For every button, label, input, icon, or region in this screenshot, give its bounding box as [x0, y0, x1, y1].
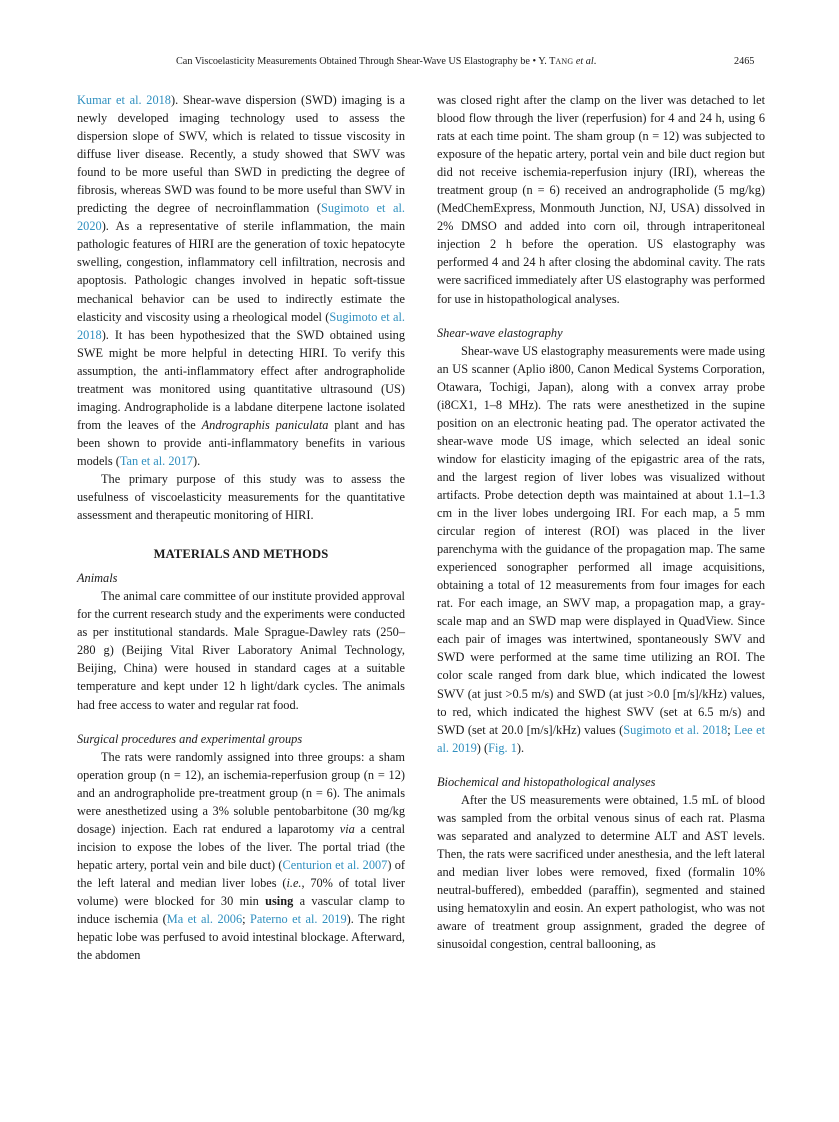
author: Y. TANG et al.: [538, 56, 597, 67]
citation-link[interactable]: Sugimoto et al. 2018: [77, 309, 405, 342]
citation-link[interactable]: Sugimoto et al. 2020: [77, 201, 405, 234]
intro-paragraph-2: The primary purpose of this study was to assess the usefulness of viscoelasticity measurements for the quantitative assessment and therapeutic monitoring of HIRI.: [77, 471, 405, 523]
figure-link[interactable]: Fig. 1: [488, 740, 517, 755]
citation-link[interactable]: Centurion et al. 2007: [282, 857, 388, 872]
subheading-shear-wave-elastography: Shear-wave elastography: [437, 325, 563, 340]
surgical-paragraph: The rats were randomly assigned into three groups: a sham operation group (n = 12), an ischemia-reperfusion group (n = 12) and an andrographolide pre-treatment group (n = 6). The animals were anesthetized using a 3% soluble pentobarbitone (30 mg/kg dosage) injection. Each rat endured a laparotomy via a central incision to expose the lobes of the liver. The portal triad (the hepatic artery, portal vein and bile duct) (Centurion et al. 2007) of the left lateral and median liver lobes (i.e., 70% of total liver volume) were blocked for 30 min using a vascular clamp to induce ischemia (Ma et al. 2006; Paterno et al. 2019). The right hepatic lobe was perfused to avoid intestinal blockage. Afterward, the abdomen: [77, 749, 406, 963]
citation-link[interactable]: Lee et al. 2019: [437, 722, 765, 755]
right-column: [437, 91, 765, 953]
biochem-paragraph: After the US measurements were obtained, 1.5 mL of blood was sampled from the orbital venous sinus of each rat. Plasma was separated and analyzed to determine ALT and AST levels. Then, the rats were sacrificed under anesthesia, and the left lateral and median liver lobes were removed, fixed (formalin 10% neutral-buffered), embedded (paraffin), segmented and stained using hematoxylin and eosin. An expert pathologist, who was not aware of treatment group assignment, graded the degree of sinusoidal congestion, central ballooning, as: [437, 792, 765, 952]
citation-link[interactable]: Paterno et al. 2019: [250, 912, 347, 927]
running-title: Can Viscoelasticity Measurements Obtained Through Shear-Wave US Elastography be • Y. TANG et al.: [176, 56, 597, 67]
subheading-biochemical-analyses: Biochemical and histopathological analyses: [437, 774, 656, 789]
citation-link[interactable]: Tan et al. 2017: [119, 453, 194, 468]
section-heading-materials-methods: MATERIALS AND METHODS: [153, 547, 329, 562]
running-header: [0, 56, 839, 72]
left-column: [77, 91, 405, 964]
subheading-surgical-procedures: Surgical procedures and experimental groups: [77, 731, 303, 746]
page-number: 2465: [734, 56, 755, 67]
subheading-animals: Animals: [77, 571, 118, 586]
citation-link[interactable]: Ma et al. 2006: [166, 912, 243, 927]
intro-paragraph-1: Kumar et al. 2018). Shear-wave dispersion (SWD) imaging is a newly developed imaging technology used to assess the dispersion slope of SWV, which is related to tissue viscosity in diffuse liver disease. Recently, a study showed that SWV was found to be more useful than SWD in predicting the degree of fibrosis, whereas SWD was found to be more useful than SWV in predicting the degree of necroinflammation (Sugimoto et al. 2020). As a representative of sterile inflammation, the main pathologic features of HIRI are the generation of toxic hepatocyte swelling, congestion, inflammatory cell infiltration, necrosis and apoptosis. Pathologic changes involved in hepatic soft-tissue mechanical behavior can be used to indirectly estimate the elasticity and viscosity using a rheological model (Sugimoto et al. 2018). It has been hypothesized that the SWD obtained using SWE might be more helpful in detecting HIRI. To verify this assumption, the anti-inflammatory effect after andrographolide treatment was monitored using quantitative ultrasound (US) imaging. Andrographolide is a labdane diterpene lactone isolated from the leaves of the Andrographis paniculata plant and has been shown to provide anti-inflammatory benefits in various models (Tan et al. 2017).: [77, 93, 405, 468]
bullet-separator: •: [532, 56, 537, 67]
animals-paragraph: The animal care committee of our institute provided approval for the current research study and the experiments were conducted as per institutional standards. Male Sprague-Dawley rats (250–280 g) (Beijing Vital River Laboratory Animal Technology, Beijing, China) were housed in standard cages at a suitable temperature and kept under 12 h light/dark cycles. The animals had free access to water and regular rat food.: [77, 589, 405, 712]
surgical-paragraph-continued: was closed right after the clamp on the liver was detached to let blood flow through the liver (reperfusion) for 4 and 24 h, using 6 rats at each time point. The sham group (n = 12) was subjected to exposure of the hepatic artery, portal vein and bile duct region but did not receive ischemia-reperfusion injury (IRI), whereas the treatment group (n = 6) received an andrographolide (5 mg/kg) (MedChemExpress, Monmouth Junction, NJ, USA) dissolved in 2% DMSO and added into corn oil, through intraperitoneal injection 2 h before the operation. US elastography was performed 4 and 24 h after closing the abdominal cavity. The rats were sacrificed immediately after US elastography was performed for use in histopathological analyses.: [437, 93, 765, 306]
citation-link[interactable]: Sugimoto et al. 2018: [623, 722, 728, 737]
swe-paragraph: Shear-wave US elastography measurements were made using an US scanner (Aplio i800, Canon Medical Systems Corporation, Otawara, Tochigi, Japan), along with a convex array probe (i8CX1, 1–8 MHz). The rats were anesthetized in the supine position on an electronic heating pad. The operator activated the shear-wave mode US image, which selected an ideal sonic window for elasticity imaging of the epigastric area of the rats, and the largest region of liver lobes was visualized without artifacts. Probe detection depth was maintained at about 1.1–1.3 cm in the liver lobes undergoing IRI. For each map, a 5 mm circular region of interest (ROI) was placed in the liver parenchyma with the guidance of the propagation map. The same experienced sonographer performed all image acquisitions, obtaining a total of 12 measurements from four images for each rat. For each image, an SWV map, a propagation map, a gray-scale map and an SWD map were displayed in QuadView. Since each pair of images was intertwined, spontaneously SWV and SWD were performed at the same time utilizing an ROI. The color scale ranged from dark blue, which indicated the lowest SWV (at just >0.5 m/s) and SWD (at just >0.0 [m/s]/kHz) values, to red, which indicated the highest SWV (set at 6.5 m/s) and SWD (set at 20.0 [m/s]/kHz) values (Sugimoto et al. 2018; Lee et al. 2019) (Fig. 1).: [437, 343, 765, 755]
citation-link[interactable]: Kumar et al. 2018: [77, 93, 171, 107]
